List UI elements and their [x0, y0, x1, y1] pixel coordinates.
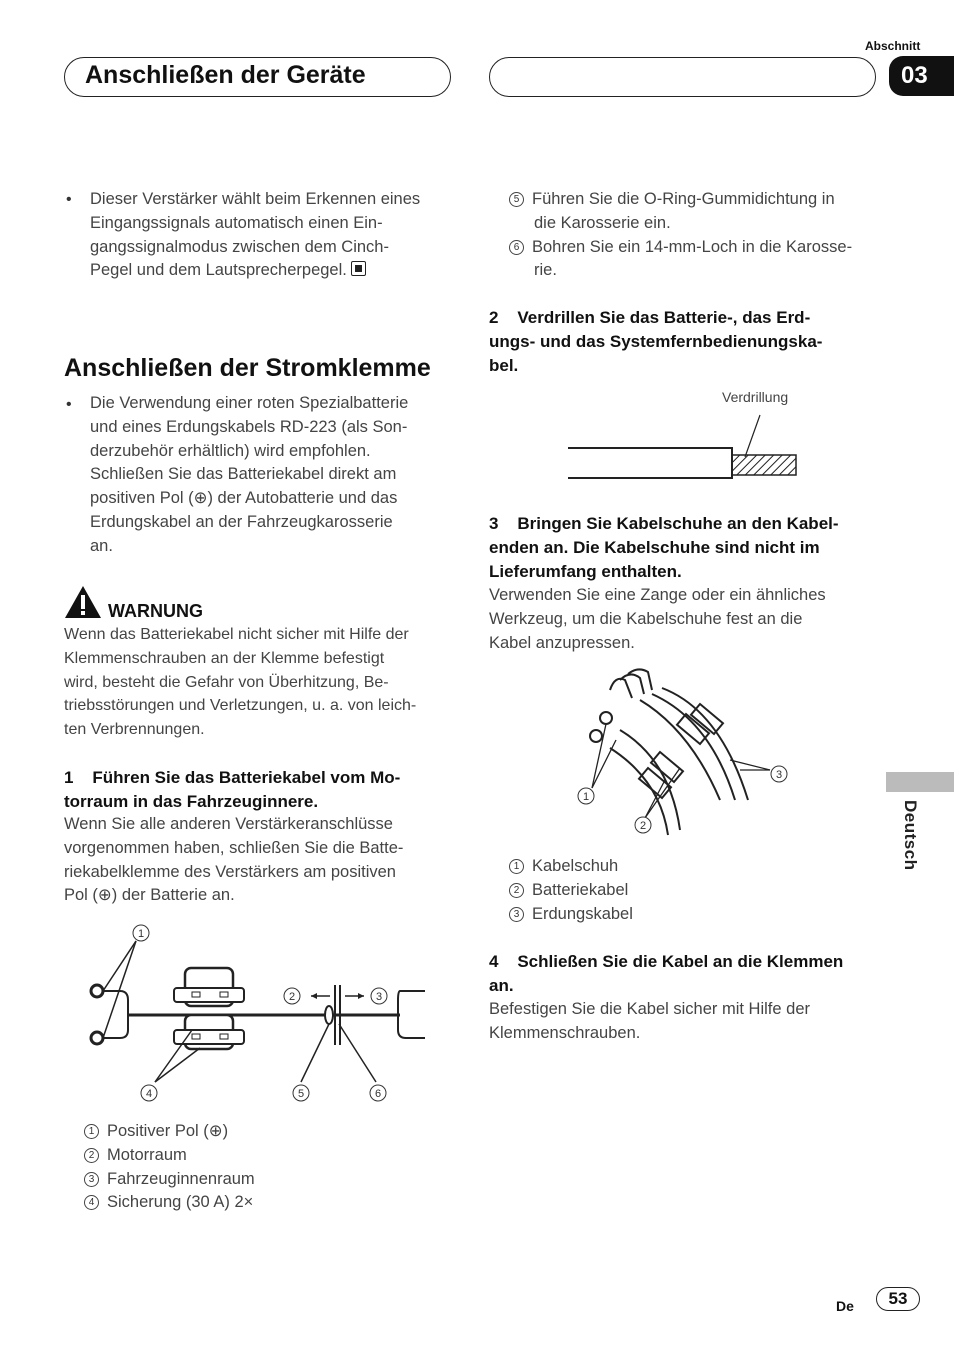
intro-bullet-text: Dieser Verstärker wählt beim Erkennen eines Eingangssignals automatisch einen Ein- gangssignalmodus zwischen dem Cinch- Pegel und dem Lautsprecherpegel. — [90, 190, 421, 280]
header-blank-frame — [489, 57, 876, 97]
section-title: Anschließen der Geräte — [85, 61, 366, 89]
lang-code: De — [836, 1298, 854, 1314]
label-6 — [370, 1085, 386, 1101]
step1-text: Wenn Sie alle anderen Verstärkeranschlüsse vorgenommen haben, schließen Sie die Batte- riekabelklemme des Verstärkers am positiven Pol (⊕) der Batterie an. — [64, 815, 404, 905]
step3-title: 3 Bringen Sie Kabelschuhe an den Kabel- enden an. Die Kabelschuhe sind nicht im Lieferumfang enthalten. — [489, 514, 839, 581]
step3-text: Verwenden Sie eine Zange oder ein ähnliches Werkzeug, um die Kabelschuhe fest an die Kabel anzupressen. — [489, 586, 826, 652]
diagram-legend — [84, 1120, 255, 1215]
legend-item: 3 Erdungskabel — [509, 903, 633, 927]
label-2 — [284, 988, 300, 1004]
legend-item: 4 Sicherung (30 A) 2× — [84, 1191, 255, 1215]
legend-item: 6 Bohren Sie ein 14-mm-Loch in die Karosse- — [509, 236, 879, 260]
svg-text:1: 1 — [137, 928, 145, 940]
legend-item: 2 Motorraum — [84, 1144, 255, 1168]
label-1 — [578, 788, 594, 804]
chapter-label: Abschnitt — [865, 39, 921, 53]
bullet-dot: • — [66, 396, 72, 413]
cable-lug-diagram — [570, 660, 800, 840]
step4-text: Befestigen Sie die Kabel sicher mit Hilfe der Klemmenschrauben. — [489, 1000, 810, 1042]
language-label: Deutsch — [901, 800, 920, 871]
legend-continued: 5 Führen Sie die O-Ring-Gummidichtung in die Karosserie ein. 6 Bohren Sie ein 14-mm-Loch in die Karosse- rie. — [509, 188, 879, 283]
section-heading: Anschließen der Stromklemme — [64, 354, 431, 382]
legend-item: 1 Kabelschuh — [509, 855, 633, 879]
svg-text:5: 5 — [297, 1088, 305, 1100]
page-number: 53 — [876, 1287, 920, 1311]
legend-item: 3 Fahrzeuginnenraum — [84, 1168, 255, 1192]
step2-title: 2 Verdrillen Sie das Batterie-, das Erd- ungs- und das Systemfernbedienungska- bel. — [489, 308, 823, 375]
bullet-dot: • — [66, 191, 72, 208]
wiring-diagram — [80, 920, 440, 1115]
language-tab — [886, 772, 954, 792]
warning-title: WARNUNG — [108, 601, 203, 621]
legend-item: 5 Führen Sie die O-Ring-Gummidichtung in — [509, 188, 879, 212]
label-1 — [133, 925, 149, 941]
svg-text:6: 6 — [374, 1088, 382, 1100]
label-3 — [371, 988, 387, 1004]
legend-item: 1 Positiver Pol (⊕) — [84, 1120, 255, 1144]
end-mark-icon — [351, 261, 366, 276]
chapter-number: 03 — [889, 56, 954, 96]
step4-title: 4 Schließen Sie die Kabel an die Klemmen an. — [489, 952, 844, 995]
svg-text:3: 3 — [775, 769, 783, 781]
warning-icon — [64, 585, 102, 619]
twisted-wire-diagram — [560, 405, 805, 485]
svg-text:2: 2 — [639, 820, 647, 832]
svg-text:3: 3 — [375, 991, 383, 1003]
diagram2-legend — [509, 855, 633, 926]
warning-text: Wenn das Batteriekabel nicht sicher mit Hilfe der Klemmenschrauben an der Klemme befestigt wird, besteht die Gefahr von Überhitzung, Be- triebsstörungen und Verletzungen, u. a. von leich- ten Verbrennungen. — [64, 626, 417, 739]
svg-text:1: 1 — [582, 791, 590, 803]
label-2 — [635, 817, 651, 833]
bullet2-text: Die Verwendung einer roten Spezialbatterie und eines Erdungskabels RD-223 (als Son- derzubehör erhältlich) wird empfohlen. Schließen Sie das Batteriekabel direkt am positiven Pol (⊕) der Autobatterie und das Erdungskabel an der Fahrzeugkarosserie an. — [90, 394, 409, 555]
step1-title: 1 Führen Sie das Batteriekabel vom Mo- torraum in das Fahrzeuginnere. — [64, 768, 401, 811]
label-3 — [771, 766, 787, 782]
twist-label: Verdrillung — [722, 389, 789, 405]
svg-text:4: 4 — [145, 1088, 153, 1100]
legend-item: 2 Batteriekabel — [509, 879, 633, 903]
label-5 — [293, 1085, 309, 1101]
label-4 — [141, 1085, 157, 1101]
svg-text:2: 2 — [288, 991, 296, 1003]
